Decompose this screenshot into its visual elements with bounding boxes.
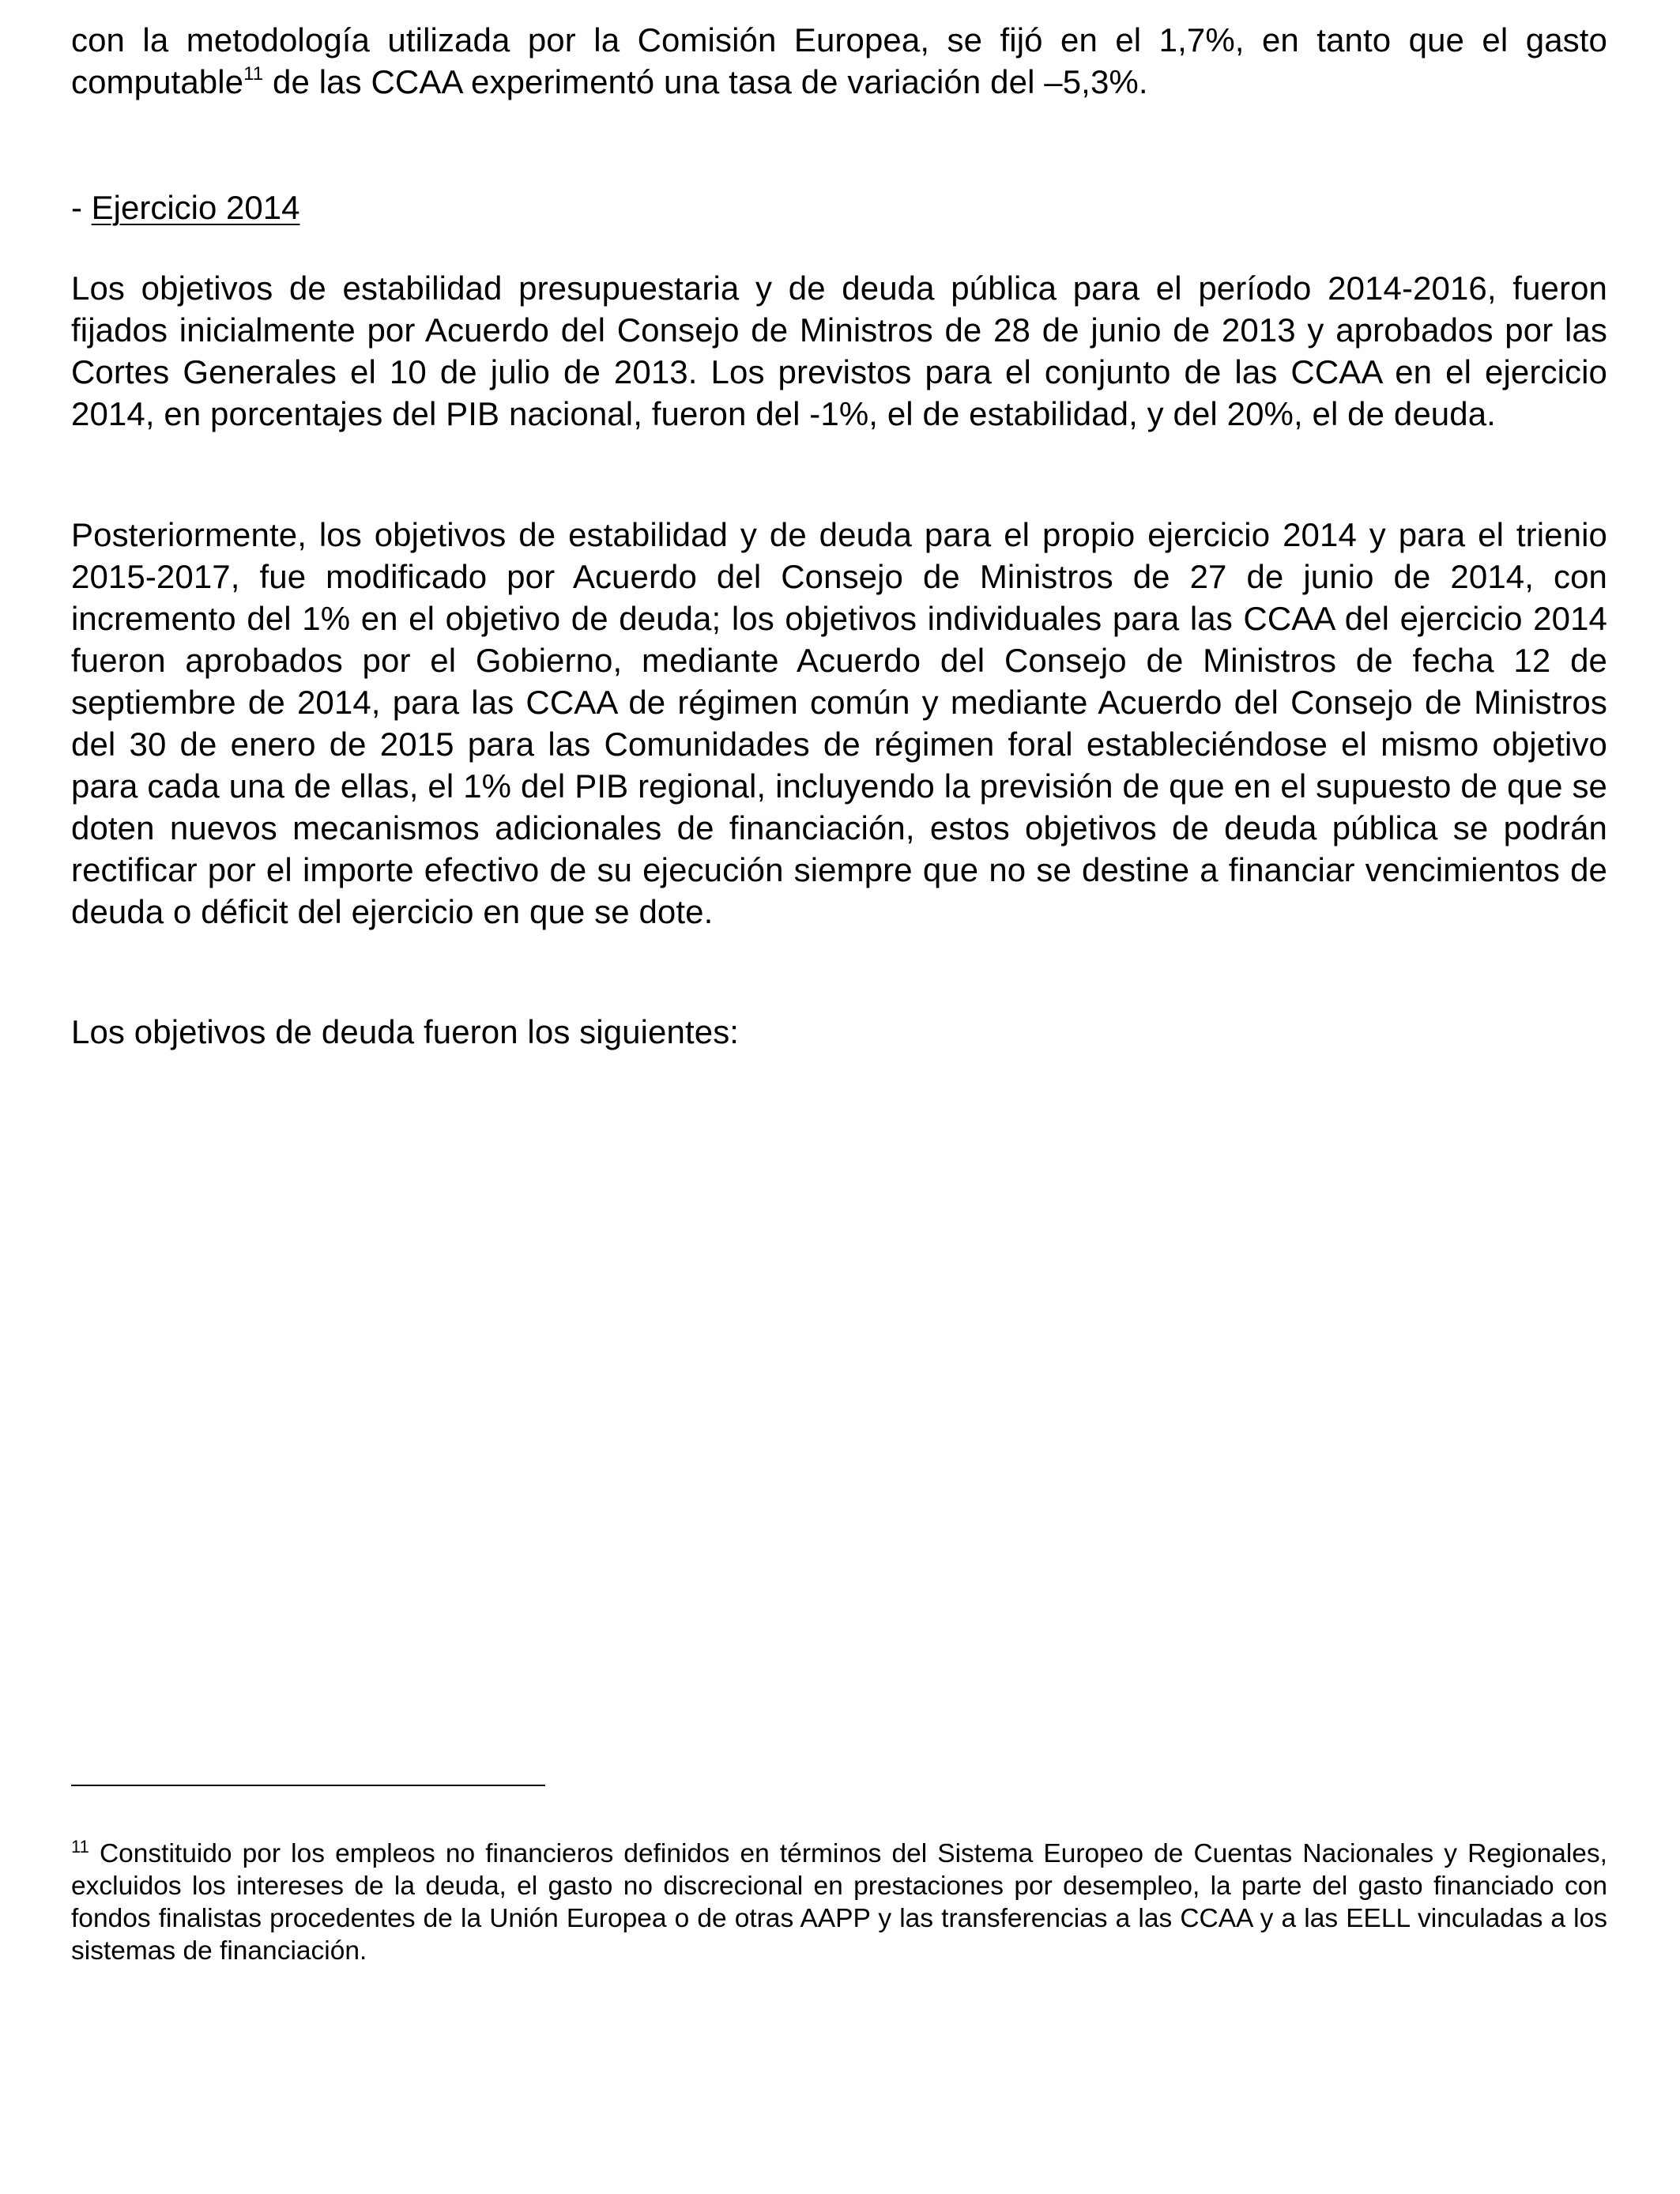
paragraph-objetivos-iniciales: Los objetivos de estabilidad presupuestaria y de deuda pública para el período 2014-2016, fueron fijados inicialmente por Acuerdo del Consejo de Ministros de 28 de junio de 2013 y aprobados por las Cortes Generales el 10 de julio de 2013. Los previstos para el conjunto de las CCAA en el ejercicio 2014, en porcentajes del PIB nacional, fueron del -1%, el de estabilidad, y del 20%, el de deuda. [71,270,1607,432]
paragraph-posteriormente: Posteriormente, los objetivos de estabilidad y de deuda para el propio ejercicio 2014 y para el trienio 2015-2017, fue modificado por Acuerdo del Consejo de Ministros de 27 de junio de 2014, con incremento del 1% en el objetivo de deuda; los objetivos individuales para las CCAA del ejercicio 2014 fueron aprobados por el Gobierno, mediante Acuerdo del Consejo de Ministros de fecha 12 de septiembre de 2014, para las CCAA de régimen común y mediante Acuerdo del Consejo de Ministros del 30 de enero de 2015 para las Comunidades de régimen foral estableciéndose el mismo objetivo para cada una de ellas, el 1% del PIB regional, incluyendo la previsión de que en el supuesto de que se doten nuevos mecanismos adicionales de financiación, estos objetivos de deuda pública se podrán rectificar por el importe efectivo de su ejecución siempre que no se destine a financiar vencimientos de deuda o déficit del ejercicio en que se dote. [71,516,1607,930]
document-page [71,0,1607,2194]
heading-title: Ejercicio 2014 [91,189,300,226]
heading-dash: - [71,189,92,226]
footnote-reference-11[interactable]: 11 [243,63,264,85]
footnote-11 [71,1838,1607,1967]
paragraph-text-continued: de las CCAA experimentó una tasa de variación del –5,3%. [263,63,1148,100]
footnote-separator [71,1785,545,1786]
paragraph-text: con la metodología utilizada por la Comisión Europea, se fijó en el 1,7%, en tanto que el gasto computable [71,21,1607,100]
paragraph-objetivos-deuda-intro: Los objetivos de deuda fueron los siguientes: [71,1013,740,1050]
paragraph-gasto-computable [71,19,1607,103]
footnote-mark: 11 [71,1837,89,1857]
section-heading-ejercicio-2014 [71,187,299,228]
footnote-text: Constituido por los empleos no financieros definidos en términos del Sistema Europeo de Cuentas Nacionales y Regionales, excluidos los intereses de la deuda, el gasto no discrecional en prestaciones por desempleo, la parte del gasto financiado con fondos finalistas procedentes de la Unión Europea o de otras AAPP y las transferencias a las CCAA y a las EELL vinculadas a los sistemas de financiación. [71,1839,1607,1966]
